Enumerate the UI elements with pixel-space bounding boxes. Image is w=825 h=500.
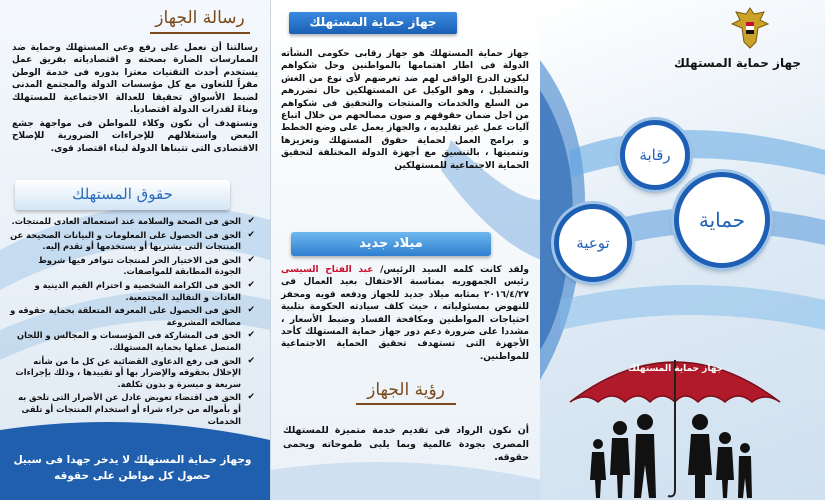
about-paragraph: جهاز حماية المستهلك هو جهاز رقابى حكومى النشأته الدولة فى اطار اهتمامها بالمواطنين وحل شكواهم ليكون الدرع الواقى لهم ضد تعرضهم لأى نوع من الغش والتضليل ، وهو الوكيل عن المستهلكين حال تضررهم من السلع والخدمات والمنتجات والتحقيق فى شكواهم من اجل ضمان حقوقهم و صون مصالحهم من خلال اتباع آليات عمل غير تقليديه ، والجهاز يعمل على وضع الخطط و برامج العمل لحماية حقوق المستهلك وتعزيزها وتنميتها ، بالتنسيق مع أجهزة الدولة المختلفة لتحقيق الحماية الاجتماعية للمستهلكين (281, 49, 529, 171)
vision-title: رؤية الجهاز (367, 380, 445, 400)
check-icon: ✔ (247, 392, 255, 403)
list-item: ✔ الحق فى رفع الدعاوى القضائية عن كل ما من شأنه الإخلال بحقوقه والإضرار بها أو تقييدها ، وذلك بإجراءات سريعة و ميسرة و بدون تكلفة. (15, 355, 255, 389)
birth-title: ميلاد جديد (359, 236, 423, 251)
circle-oversight-label: رقابة (639, 146, 671, 164)
agency-name: جهاز حماية المستهلك (673, 56, 802, 70)
check-icon: ✔ (247, 305, 255, 316)
middle-panel (270, 0, 542, 500)
left-footer-text: وجهاز حماية المستهلك لا يدخر جهدا فى سبيل حصول كل مواطن على حقوقه (13, 454, 252, 482)
rights-title: حقوق المستهلك (72, 185, 173, 203)
list-item: ✔ الحق فى اقتضاء تعويض عادل عن الأضرار التى تلحق به أو بأمواله من جراء شراء أو استخدام المنتجات أو تلقى الخدمات (18, 392, 255, 426)
cover-panel (540, 0, 825, 500)
check-icon: ✔ (247, 254, 255, 265)
vision-title-underline (356, 403, 456, 405)
rights-banner (15, 180, 230, 210)
vision-paragraph: أن نكون الرواد فى تقديم خدمة متميزة للمستهلك المصرى بجودة عالمية وبما يلبى طموحاته ويحمى حقوقه. (283, 425, 529, 463)
birth-intro: ولقد كانت كلمه السيد الرئيس/ (380, 265, 529, 275)
rights-list (10, 216, 255, 429)
circle-awareness-label: توعية (576, 234, 610, 252)
birth-paragraph (281, 264, 529, 363)
circle-awareness (554, 204, 632, 282)
middle-header-banner (289, 12, 457, 34)
list-item: ✔ الحق فى الصحة والسلامة عند استعماله العادى للمنتجات. (11, 216, 255, 226)
list-item: ✔ الحق فى الكرامة الشخصية و احترام القيم الدينية و العادات و التقاليد المجتمعية. (34, 279, 255, 302)
birth-body: رئيس الجمهوريه بمناسبة الاحتفال بعيد العمال فى ٢٠١٦/٤/٢٧ بمثابه ميلاد جديد للجهاز ودفعه قويه ومحفز للنهوض بمسئولياته ، حيث كلف سيادته الحكومة بتلبية احتياجات المواطنين ومكافحة الفساد وضبط الأسعار ، مشددا على ضرورة دعم دور جهاز حماية المستهلك كأحد الأجهزة التى تستهدف تحقيق الحماية الاجتماعية للمواطنين. (281, 277, 529, 362)
check-icon: ✔ (247, 229, 255, 240)
list-item: ✔ الحق فى المشاركة فى المؤسسات و المجالس و اللجان المتصل عملها بحماية المستهلك. (17, 330, 255, 352)
check-icon: ✔ (247, 355, 255, 366)
circle-protection-label: حماية (698, 208, 746, 232)
birth-banner (291, 232, 491, 256)
message-paragraph-2: ونستهدف أن نكون وكلاء للمواطن فى مواجهة جشع البعض واستغلالهم للإجراءات الضرورية للإصلاح الاقتصادى التى تتبناها الدولة لبناء اقتصاد قوى. (12, 119, 258, 154)
circle-protection (674, 172, 770, 268)
list-item: ✔ الحق فى الحصول على المعرفة المتعلقة بحماية حقوقه و مصالحه المشروعة (10, 305, 255, 327)
list-item: ✔ الحق فى الحصول على المعلومات و البيانات الصحيحة عن المنتجات التى يشتريها أو يستخدمها أو تقدم إليه. (10, 229, 255, 252)
president-name: عبد الفتاح السيسى (281, 265, 374, 275)
message-title-underline (150, 32, 250, 34)
check-icon: ✔ (247, 279, 255, 290)
umbrella-label: جهاز حماية المستهلك (627, 364, 724, 374)
check-icon: ✔ (247, 330, 255, 341)
message-paragraph-1: رسالتنا أن نعمل على رفع وعى المستهلك وحماية ضد الممارسات الضارة بصحته و اقتصادياته بفريق عمل يستخدم أحدث التقنيات معتزا بدوره فى خدمة الوطن مقراً للتعاون مع كل مؤسسات الدولة والمجتمع المدنى لضبط الأسواق تحقيقا للعدالة الاجتماعية للمستهلك وبناءً لقدرات الدولة اقتصاديا. (12, 43, 258, 116)
message-title: رسالة الجهاز (155, 8, 245, 28)
check-icon: ✔ (247, 216, 255, 226)
eagle-emblem-icon (730, 4, 770, 50)
list-item: ✔ الحق فى الاختيار الحر لمنتجات تتوافر فيها شروط الجودة المطابقة للمواصفات. (38, 254, 255, 277)
left-panel (0, 0, 270, 500)
circle-oversight (620, 120, 690, 190)
middle-header-title: جهاز حماية المستهلك (309, 15, 437, 29)
